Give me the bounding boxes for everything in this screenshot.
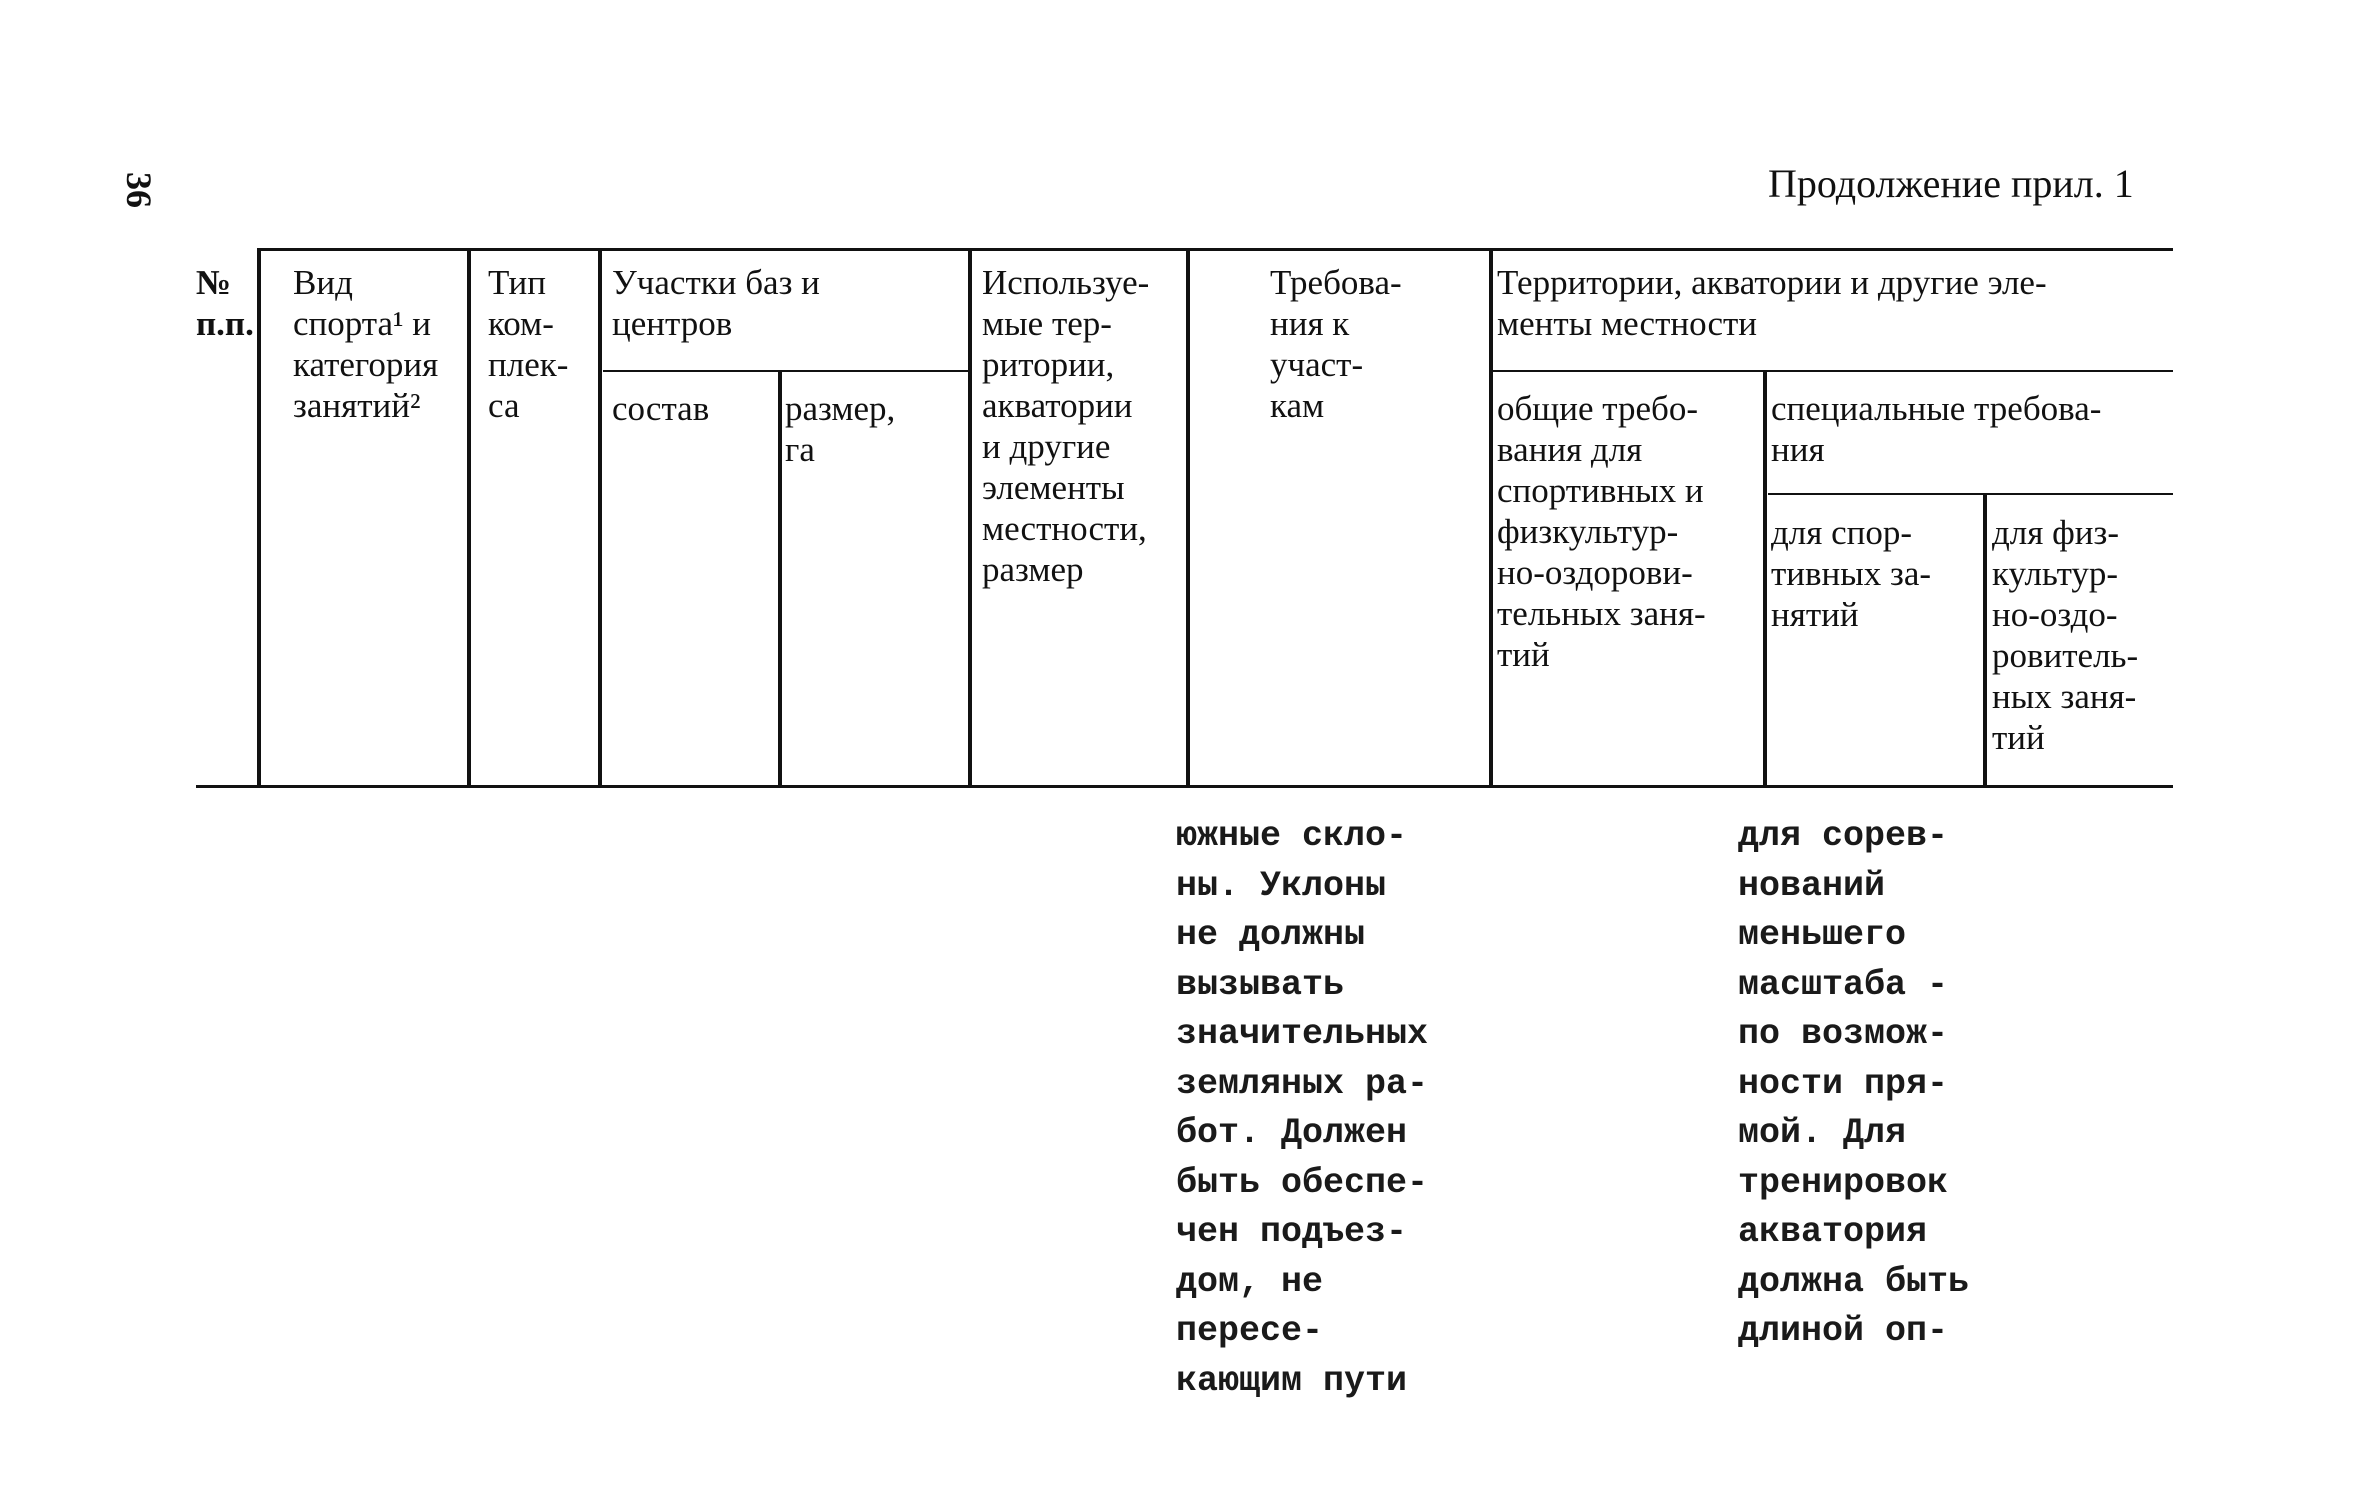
- table-top-rule: [258, 248, 2173, 251]
- col-rule-4: [778, 372, 782, 786]
- header-number: № п.п.: [196, 263, 254, 343]
- header-sport: Вид спорта¹ и категория занятий²: [293, 263, 439, 425]
- special-sport-text: для сорев- нований меньшего масштаба - по возмож- ности пря- мой. Для тренировок акватория должна быть длиной оп-: [1738, 816, 1970, 1351]
- header-special-requirements: специальные требова- ния: [1771, 389, 2102, 469]
- col-rule-8: [1763, 372, 1767, 786]
- col-rule-1: [257, 248, 261, 786]
- page-number: 36: [119, 172, 159, 208]
- header-used-territories: Используе- мые тер- ритории, акватории и другие элементы местности, размер: [982, 263, 1150, 589]
- continuation-title: Продолжение прил. 1: [1768, 161, 2134, 206]
- territories-sub-rule: [1493, 370, 2173, 372]
- bases-sub-rule: [603, 370, 969, 372]
- header-requirements: Требова- ния к участ- кам: [1270, 263, 1402, 425]
- col-rule-5: [968, 248, 972, 786]
- requirements-text: южные скло- ны. Уклоны не должны вызывать значительных земляных ра- бот. Должен быть обеспе- чен подъез- дом, не пересе- кающим пути: [1176, 816, 1429, 1401]
- header-general-requirements: общие требо- вания для спортивных и физкультур- но-оздорови- тельных заня- тий: [1497, 389, 1706, 674]
- header-bases-composition: состав: [612, 389, 710, 428]
- col-rule-3: [598, 248, 602, 786]
- col-rule-9: [1983, 495, 1987, 786]
- header-special-sport: для спор- тивных за- нятий: [1771, 513, 1932, 634]
- header-special-health: для физ- культур- но-оздо- ровитель- ных заня- тий: [1992, 513, 2139, 757]
- header-bottom-rule: [196, 785, 2173, 788]
- special-sub-rule: [1768, 493, 2173, 495]
- col-rule-7: [1489, 248, 1493, 786]
- col-rule-6: [1186, 248, 1190, 786]
- header-bases-size: размер, га: [785, 389, 896, 469]
- header-bases: Участки баз и центров: [612, 263, 820, 343]
- header-complex: Тип ком- плек- са: [488, 263, 569, 425]
- header-territories: Территории, акватории и другие эле- менты местности: [1497, 263, 2047, 343]
